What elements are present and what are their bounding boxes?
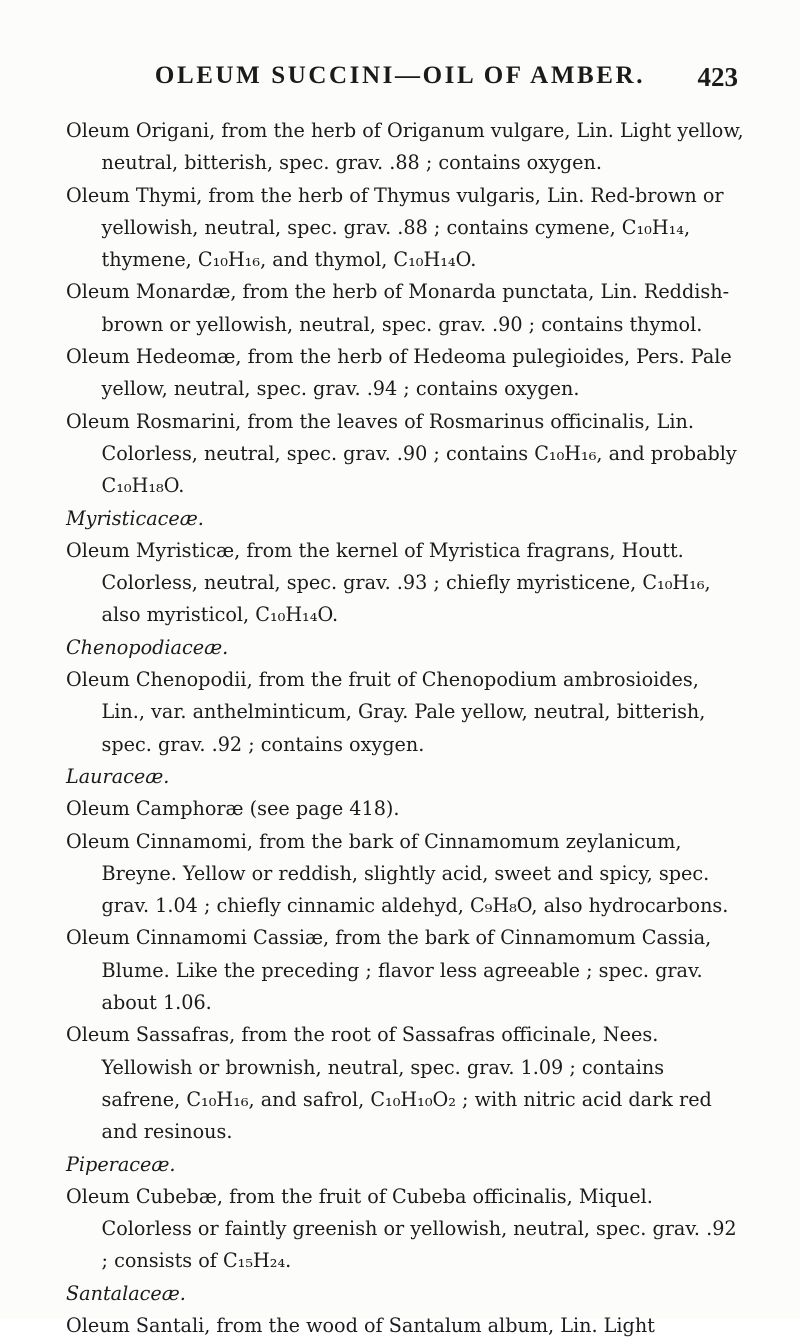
entry-oleum-chenopodii: Oleum Chenopodii, from the fruit of Chenopodium ambrosioides, Lin., var. anthelminticum, Gray. Pale yellow, neutral, bitterish, spec. grav. .92 ; contains oxygen.	[66, 668, 706, 756]
family-heading-piperaceae: Piperaceæ.	[66, 1152, 176, 1176]
running-head	[0, 62, 800, 98]
entry-oleum-sassafras: Oleum Sassafras, from the root of Sassafras officinale, Nees. Yellowish or brownish, neutral, spec. grav. 1.09 ; contains safrene, C₁₀H₁₆, and safrol, C₁₀H₁₀O₂ ; with nitric acid dark red and resinous.	[66, 1023, 712, 1144]
entry-oleum-myristicae: Oleum Myristicæ, from the kernel of Myristica fragrans, Houtt. Colorless, neutral, spec. grav. .93 ; chiefly myristicene, C₁₀H₁₆, also myristicol, C₁₀H₁₄O.	[66, 538, 711, 627]
running-title: OLEUM SUCCINI—OIL OF AMBER.	[154, 62, 646, 89]
page-number: 423	[697, 62, 738, 92]
entry-oleum-thymi: Oleum Thymi, from the herb of Thymus vulgaris, Lin. Red-brown or yellowish, neutral, spec. grav. .88 ; contains cymene, C₁₀H₁₄, thymene, C₁₀H₁₆, and thymol, C₁₀H₁₄O.	[66, 183, 724, 272]
entry-oleum-cinnamomi: Oleum Cinnamomi, from the bark of Cinnamomum zeylanicum, Breyne. Yellow or reddish, slightly acid, sweet and spicy, spec. grav. 1.04 ; chiefly cinnamic aldehyd, C₉H₈O, also hydrocarbons.	[66, 829, 729, 918]
family-heading-lauraceae: Lauraceæ.	[66, 764, 170, 788]
entry-oleum-rosmarini: Oleum Rosmarini, from the leaves of Rosmarinus officinalis, Lin. Colorless, neutral, spec. grav. .90 ; contains C₁₀H₁₆, and probably C₁₀H₁₈O.	[66, 409, 737, 498]
body-text	[66, 115, 748, 1342]
entry-oleum-hedeomae: Oleum Hedeomæ, from the herb of Hedeoma pulegioides, Pers. Pale yellow, neutral, spec. grav. .94 ; contains oxygen.	[66, 345, 732, 401]
family-heading-chenopodiaceae: Chenopodiaceæ.	[66, 635, 229, 659]
entry-oleum-santali: Oleum Santali, from the wood of Santalum album, Lin. Light	[66, 1313, 655, 1337]
entry-oleum-origani: Oleum Origani, from the herb of Origanum vulgare, Lin. Light yellow, neutral, bitterish, spec. grav. .88 ; contains oxygen.	[66, 119, 744, 175]
family-heading-myristicaceae: Myristicaceæ.	[66, 506, 204, 530]
family-heading-santalaceae: Santalaceæ.	[66, 1281, 186, 1305]
entry-oleum-cubebae: Oleum Cubebæ, from the fruit of Cubeba officinalis, Miquel. Colorless or faintly greenish or yellowish, neutral, spec. grav. .92 ; consists of C₁₅H₂₄.	[66, 1184, 737, 1273]
entry-oleum-monardae: Oleum Monardæ, from the herb of Monarda punctata, Lin. Reddish-brown or yellowish, neutral, spec. grav. .90 ; contains thymol.	[66, 280, 730, 336]
entry-oleum-camphorae: Oleum Camphoræ (see page 418).	[66, 797, 400, 821]
entry-oleum-cinnamomi-cassiae: Oleum Cinnamomi Cassiæ, from the bark of Cinnamomum Cassia, Blume. Like the preceding ; flavor less agreeable ; spec. grav. about 1.06.	[66, 926, 712, 1015]
